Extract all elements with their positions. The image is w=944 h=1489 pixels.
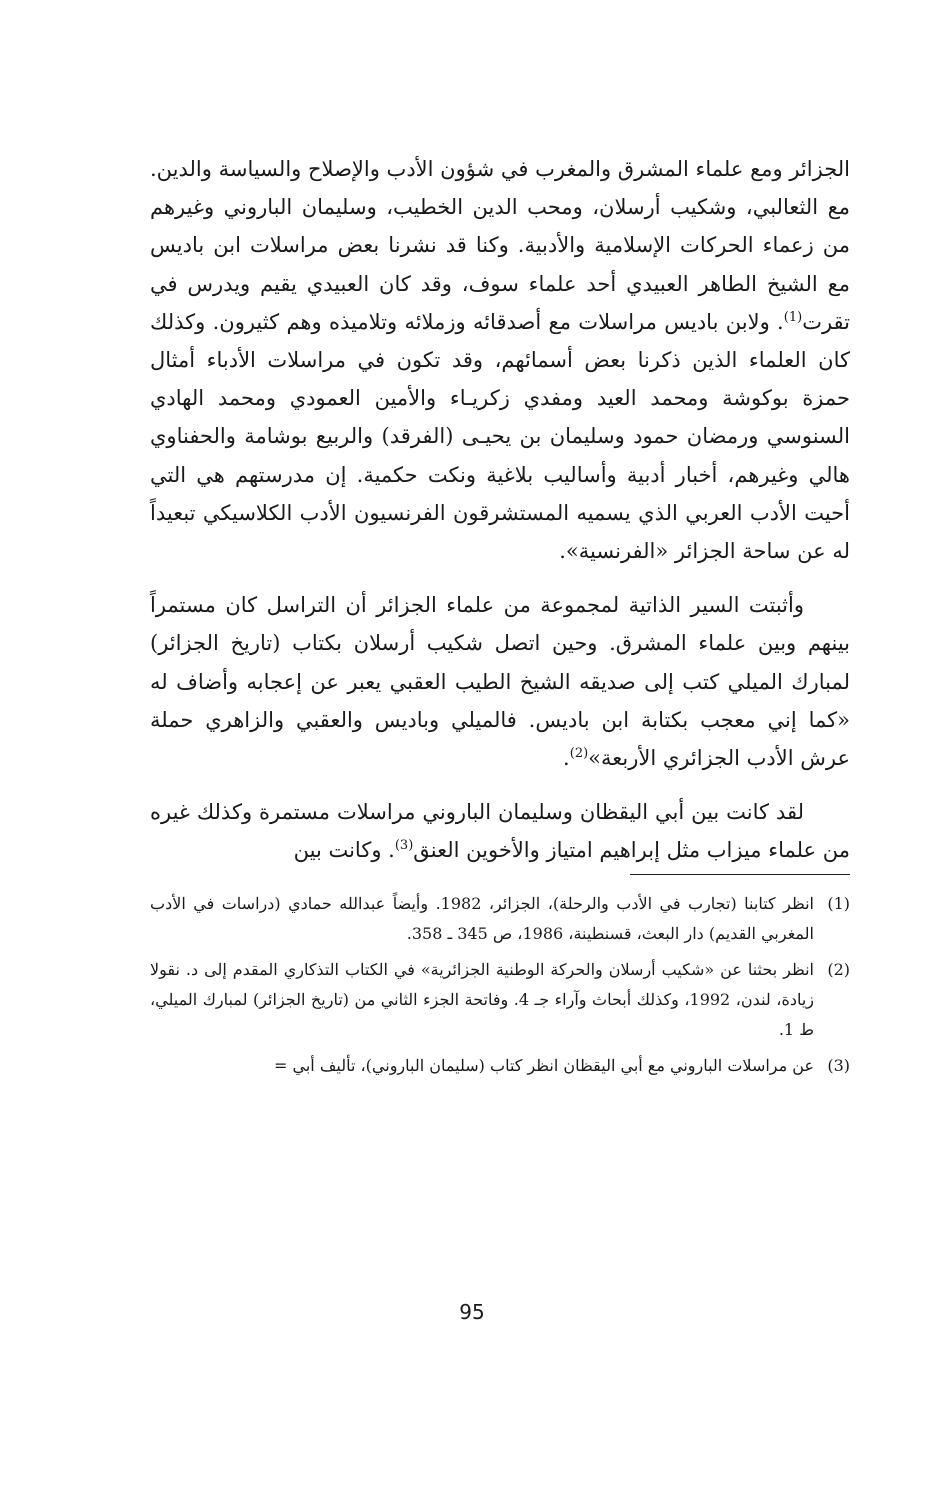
footnote-ref-2[interactable]: (2) <box>569 746 589 762</box>
footnote-1-number: (1) <box>827 893 850 913</box>
footnote-3-text: عن مراسلات الباروني مع أبي اليقظان انظر كتاب (سليمان الباروني)، تأليف أبي = <box>274 1055 814 1075</box>
paragraph-3-text-b: . وكانت بين <box>293 838 395 863</box>
footnote-1 <box>150 889 850 949</box>
footnote-ref-3[interactable]: (3) <box>394 838 414 854</box>
page-number: 95 <box>459 1300 485 1324</box>
footnote-2 <box>150 955 850 1045</box>
paragraph-2-text-a: وأثبتت السير الذاتية لمجموعة من علماء الجزائر أن التراسل كان مستمراً بينهم وبين علماء المشرق. وحين اتصل شكيب أرسلان بكتاب (تاريخ الجزائر) لمبارك الميلي كتب إلى صديقه الشيخ الطيب العقبي يعبر عن إعجابه وأضاف له «كما إني معجب بكتابة ابن باديس. فالميلي وباديس والعقبي والزاهري حملة عرش الأدب الجزائري الأربعة» <box>150 593 850 771</box>
paragraph-3-text-a: لقد كانت بين أبي اليقظان وسليمان الباروني مراسلات مستمرة وكذلك غيره من علماء ميزاب مثل إبراهيم امتياز والأخوين العنق <box>150 800 850 863</box>
page-content <box>150 150 850 1087</box>
paragraph-2-text-b: . <box>563 746 570 771</box>
footnote-2-text: انظر بحثنا عن «شكيب أرسلان والحركة الوطنية الجزائرية» في الكتاب التذكاري المقدم إلى د. نقولا زيادة، لندن، 1992، وكذلك أبحاث وآراء جـ 4. وفاتحة الجزء الثاني من (تاريخ الجزائر) لمبارك الميلي، ط 1. <box>150 959 815 1039</box>
footnote-1-text: انظر كتابنا (تجارب في الأدب والرحلة)، الجزائر، 1982. وأيضاً عبدالله حمادي (دراسات في الأدب المغربي القديم) دار البعث، قسنطينة، 1986، ص 345 ـ 358. <box>150 893 814 943</box>
paragraph-2 <box>150 586 850 777</box>
footnotes <box>150 889 850 1081</box>
footnote-3-number: (3) <box>827 1055 850 1075</box>
paragraph-3 <box>150 793 850 869</box>
main-text <box>150 150 850 870</box>
footnote-divider <box>630 874 850 875</box>
footnote-ref-1[interactable]: (1) <box>783 309 803 325</box>
footnote-3 <box>150 1051 850 1081</box>
paragraph-1-text-b: . ولابن باديس مراسلات مع أصدقائه وزملائه وتلاميذه وهم كثيرون. وكذلك كان العلماء الذين ذكرنا بعض أسمائهم، وقد تكون في مراسلات الأدباء أمثال حمزة بوكوشة ومحمد العيد ومفدي زكريـاء والأمين العمودي ومحمد الهادي السنوسي ورمضان حمود وسليمان بن يحيـى (الفرقد) والربيع بوشامة والحفناوي هالي وغيرهم، أخبار أدبية وأساليب بلاغية ونكت حكمية. إن مدرستهم هي التي أحيت الأدب العربي الذي يسميه المستشرقون الفرنسيون الأدب الكلاسيكي تبعيداً له عن ساحة الجزائر «الفرنسية». <box>150 309 850 564</box>
paragraph-1-text-a: الجزائر ومع علماء المشرق والمغرب في شؤون الأدب والإصلاح والسياسة والدين. مع الثعالبي، وشكيب أرسلان، ومحب الدين الخطيب، وسليمان الباروني وغيرهم من زعماء الحركات الإسلامية والأدبية. وكنا قد نشرنا بعض مراسلات ابن باديس مع الشيخ الطاهر العبيدي أحد علماء سوف، وقد كان العبيدي يقيم ويدرس في تقرت <box>150 157 851 334</box>
paragraph-1 <box>150 150 850 570</box>
footnote-2-number: (2) <box>827 959 850 979</box>
